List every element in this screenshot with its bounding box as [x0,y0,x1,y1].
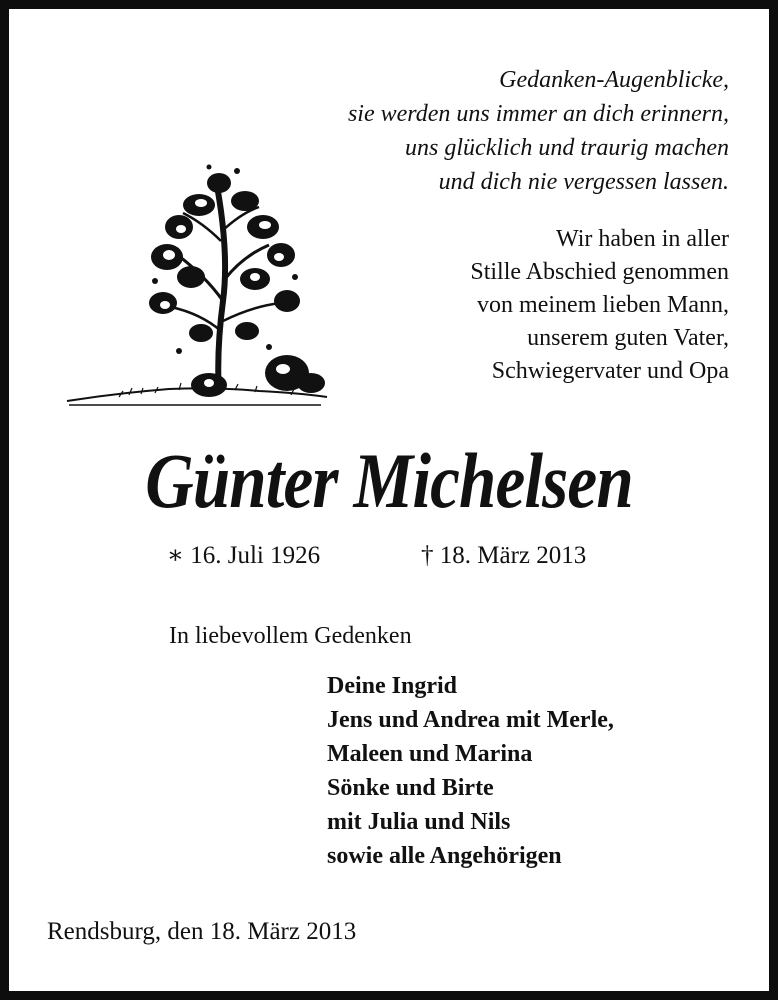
birth-date: ∗ 16. Juli 1926 [167,542,321,569]
poem-line: sie werden uns immer an dich erinnern, [347,101,729,127]
family-line: Jens und Andrea mit Merle, [327,707,614,733]
intro-text [209,223,729,388]
place-date: Rendsburg, den 18. März 2013 [47,918,357,945]
intro-line: unserem guten Vater, [527,325,729,351]
intro-line: von meinem lieben Mann, [477,292,729,318]
intro-line: Wir haben in aller [556,226,729,252]
poem-line: und dich nie vergessen lassen. [438,169,729,195]
intro-line: Schwiegervater und Opa [491,358,729,384]
family-line: mit Julia und Nils [327,809,511,835]
memory-line: In liebevollem Gedenken [169,623,412,649]
deceased-name: Günter Michelsen [145,437,633,524]
family-line: Maleen und Marina [327,741,533,767]
intro-line: Stille Abschied genommen [470,259,729,285]
family-signatures [327,669,614,873]
death-date: † 18. März 2013 [421,542,587,569]
family-line: Deine Ingrid [327,673,458,699]
family-line: Sönke und Birte [327,775,494,801]
family-line: sowie alle Angehörigen [327,843,562,869]
poem-line: Gedanken-Augenblicke, [499,67,729,93]
poem-line: uns glücklich und traurig machen [405,135,729,161]
